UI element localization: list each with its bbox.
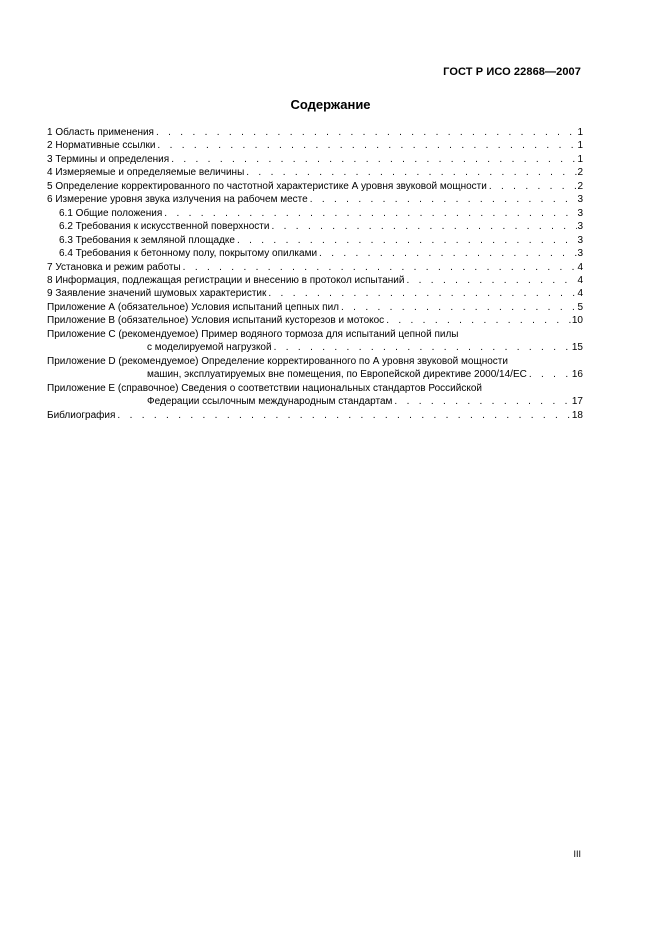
toc-entry-label: 1 Область применения <box>47 127 154 138</box>
leader-dots <box>392 395 571 408</box>
leader-dots <box>384 314 572 327</box>
toc-entry-label: Библиография <box>47 409 116 421</box>
toc-entry-label: Приложение С (рекомендуемое) Пример водяного тормоза для испытаний цепной пилы <box>47 328 459 340</box>
toc-entry-annex-c[interactable] <box>47 328 583 355</box>
toc-entry-label: 2 Нормативные ссылки <box>47 140 156 152</box>
toc-entry-bibliography[interactable] <box>47 409 583 422</box>
toc-entry-label: 8 Информация, подлежащая регистрации и внесению в протокол испытаний <box>47 274 405 286</box>
toc-entry-annex-d[interactable] <box>47 355 583 382</box>
toc-entry-label: 6.4 Требования к бетонному полу, покрытому опилками <box>59 248 318 260</box>
leader-dots <box>244 166 577 179</box>
toc-entry-label: 6.1 Общие положения <box>59 207 163 219</box>
toc-entry-7[interactable] <box>47 261 583 274</box>
toc-page-number: 3 <box>577 221 583 233</box>
leader-dots <box>155 139 577 152</box>
toc-entry-label: 7 Установка и режим работы <box>47 261 181 273</box>
toc-entry-label: Приложение А (обязательное) Условия испытаний цепных пил <box>47 301 340 313</box>
toc-entry-label-continued: с моделируемой нагрузкой <box>147 342 272 354</box>
toc-page-number: 17 <box>571 396 583 408</box>
toc-entry-6-2[interactable] <box>47 220 583 233</box>
toc-entry-5[interactable] <box>47 180 583 193</box>
page-title: Содержание <box>290 97 371 112</box>
toc-entry-annex-a[interactable] <box>47 301 583 314</box>
toc-page-number: 4 <box>577 274 583 286</box>
leader-dots <box>235 234 577 247</box>
toc-entry-6[interactable] <box>47 193 583 206</box>
leader-dots <box>115 409 571 422</box>
toc-entry-label: Приложение D (рекомендуемое) Определение корректированного по А уровня звуковой мощности <box>47 355 508 367</box>
toc-entry-label-continued: Федерации ссылочным международным стандартам <box>147 396 393 408</box>
toc-entry-9[interactable] <box>47 287 583 300</box>
leader-dots <box>269 220 577 233</box>
leader-dots <box>162 207 577 220</box>
toc-entry-label: 3 Термины и определения <box>47 153 170 165</box>
toc-page-number: 4 <box>577 288 583 300</box>
toc-page-number: 16 <box>571 369 583 381</box>
toc-entry-label-continued: машин, эксплуатируемых вне помещения, по Европейской директиве 2000/14/ЕС <box>147 369 527 381</box>
leader-dots <box>181 261 578 274</box>
toc-page-number: 5 <box>577 301 583 313</box>
toc-page-number: 10 <box>571 315 583 327</box>
toc-entry-8[interactable] <box>47 274 583 287</box>
table-of-contents <box>47 126 583 422</box>
toc-entry-3[interactable] <box>47 153 583 166</box>
toc-page-number: 4 <box>577 261 583 273</box>
toc-entry-6-4[interactable] <box>47 247 583 260</box>
leader-dots <box>169 153 577 166</box>
toc-entry-label: 9 Заявление значений шумовых характеристик <box>47 288 267 300</box>
leader-dots <box>339 301 577 314</box>
toc-entry-4[interactable] <box>47 166 583 179</box>
toc-page-number: 3 <box>577 194 583 206</box>
toc-entry-label: 6.2 Требования к искусственной поверхности <box>59 221 270 233</box>
toc-entry-label: Приложение В (обязательное) Условия испытаний кусторезов и мотокос <box>47 315 385 327</box>
toc-entry-annex-e[interactable] <box>47 382 583 409</box>
toc-entry-1[interactable] <box>47 126 583 139</box>
leader-dots <box>404 274 577 287</box>
toc-page-number: 1 <box>577 140 583 152</box>
toc-page-number: 2 <box>577 167 583 179</box>
toc-page-number: 2 <box>577 180 583 192</box>
toc-entry-label: 5 Определение корректированного по частотной характеристике А уровня звуковой мощности <box>47 180 487 192</box>
page-number: III <box>573 849 581 859</box>
toc-page-number: 1 <box>577 153 583 165</box>
toc-entry-2[interactable] <box>47 139 583 152</box>
toc-entry-label: 4 Измеряемые и определяемые величины <box>47 167 245 179</box>
toc-page-number: 3 <box>577 234 583 246</box>
leader-dots <box>317 247 577 260</box>
toc-page-number: 3 <box>577 248 583 260</box>
leader-dots <box>527 368 572 381</box>
leader-dots <box>308 193 578 206</box>
leader-dots <box>266 287 577 300</box>
toc-page-number: 18 <box>571 409 583 421</box>
toc-entry-label: 6.3 Требования к земляной площадке <box>59 234 235 246</box>
toc-page-number: 3 <box>577 207 583 219</box>
toc-entry-annex-b[interactable] <box>47 314 583 327</box>
toc-entry-6-1[interactable] <box>47 207 583 220</box>
toc-entry-6-3[interactable] <box>47 234 583 247</box>
leader-dots <box>154 126 577 139</box>
toc-entry-label: Приложение Е (справочное) Сведения о соответствии национальных стандартов Российской <box>47 382 482 394</box>
toc-page-number: 15 <box>571 342 583 354</box>
document-id: ГОСТ Р ИСО 22868—2007 <box>443 66 581 78</box>
toc-entry-label: 6 Измерение уровня звука излучения на рабочем месте <box>47 194 308 206</box>
toc-page-number: 1 <box>577 127 583 138</box>
leader-dots <box>272 341 572 354</box>
leader-dots <box>487 180 578 193</box>
